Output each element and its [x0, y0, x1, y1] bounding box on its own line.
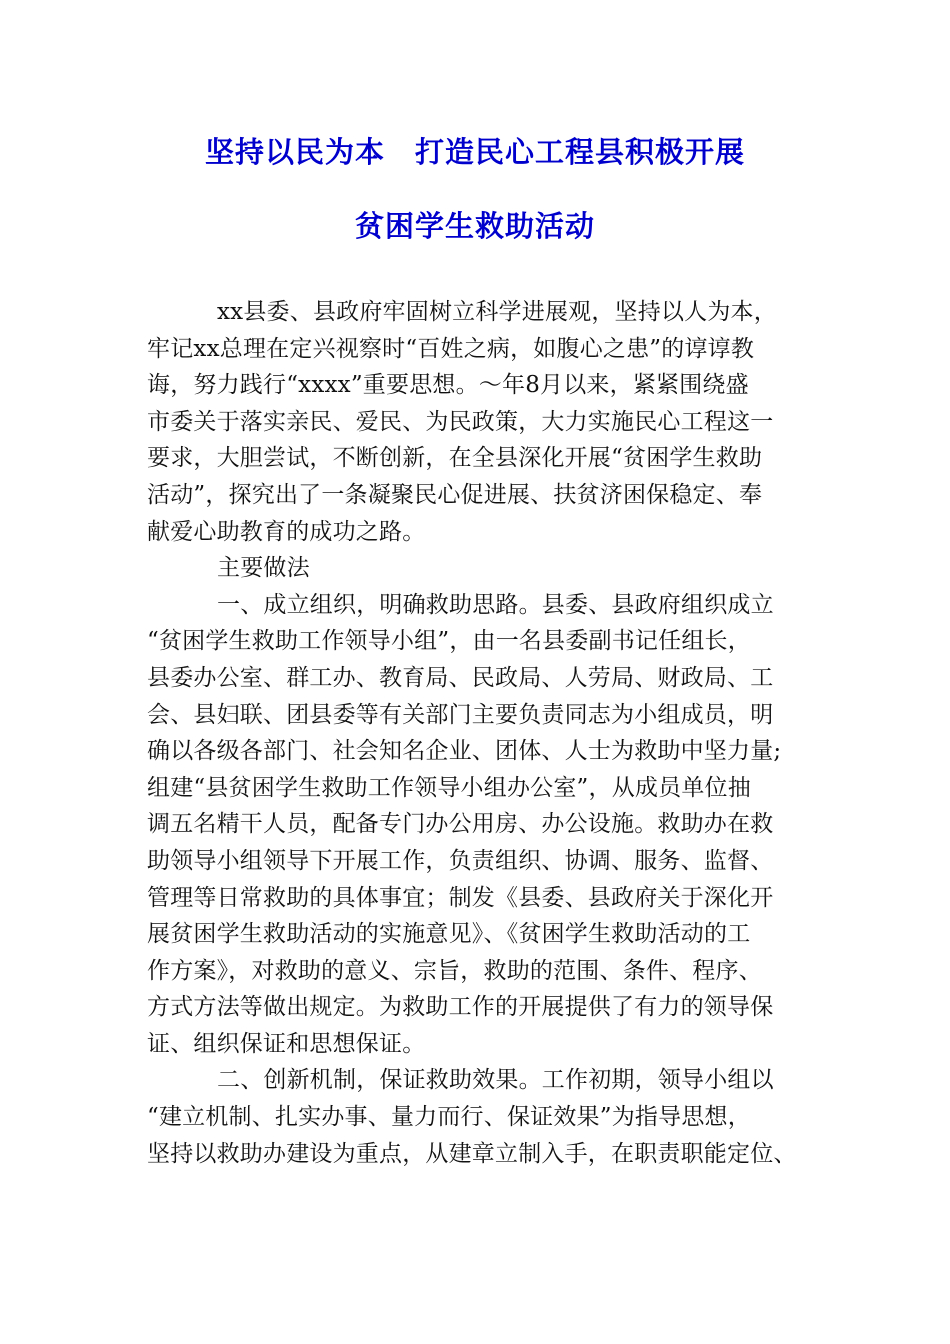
paragraph-line: “建立机制、扎实办事、量力而行、保证效果”为指导思想，: [147, 1104, 751, 1131]
paragraph-line: xx县委、县政府牢固树立科学进展观，坚持以人为本，: [217, 299, 777, 325]
paragraph-line: 调五名精干人员，配备专门办公用房、办公设施。救助办在救: [147, 811, 774, 838]
paragraph-line: “贫困学生救助工作领导小组”，由一名县委副书记任组长，: [147, 628, 751, 655]
paragraph-line: 诲，努力践行“xxxx”重要思想。～年8月以来，紧紧围绕盛: [147, 372, 749, 399]
paragraph-line: 证、组织保证和思想保证。: [147, 1030, 426, 1057]
paragraph-line: 县委办公室、群工办、教育局、民政局、人劳局、财政局、工: [147, 664, 774, 691]
paragraph-line: 牢记xx总理在定兴视察时“百姓之病，如腹心之患”的谆谆教: [147, 335, 755, 362]
paragraph-line: 管理等日常救助的具体事宜；制发《县委、县政府关于深化开: [147, 884, 774, 911]
paragraph-line: 会、县妇联、团县委等有关部门主要负责同志为小组成员，明: [147, 701, 774, 728]
paragraph-line: 要求，大胆尝试，不断创新，在全县深化开展“贫困学生救助: [147, 445, 763, 472]
section-heading: 主要做法: [217, 555, 310, 582]
paragraph-line: 确以各级各部门、社会知名企业、团体、人士为救助中坚力量;: [147, 738, 782, 765]
paragraph-line: 二、创新机制，保证救助效果。工作初期，领导小组以: [217, 1067, 774, 1094]
paragraph-line: 献爱心助教育的成功之路。: [147, 518, 426, 545]
paragraph-line: 坚持以救助办建设为重点，从建章立制入手，在职责职能定位、: [147, 1140, 797, 1167]
paragraph-line: 展贫困学生救助活动的实施意见》、《贫困学生救助活动的工: [147, 921, 751, 948]
document-title-line-2: 贫困学生救助活动: [354, 209, 595, 243]
paragraph-line: 市委关于落实亲民、爱民、为民政策，大力实施民心工程这一: [147, 408, 774, 435]
document-title-line-1: 坚持以民为本 打造民心工程县积极开展: [204, 135, 745, 169]
paragraph-line: 助领导小组领导下开展工作，负责组织、协调、服务、监督、: [147, 847, 774, 874]
paragraph-line: 活动”，探究出了一条凝聚民心促进展、扶贫济困保稳定、奉: [147, 481, 763, 508]
paragraph-line: 组建“县贫困学生救助工作领导小组办公室”，从成员单位抽: [147, 774, 751, 801]
paragraph-line: 一、成立组织，明确救助思路。县委、县政府组织成立: [217, 591, 774, 618]
document-body: [147, 294, 799, 1172]
paragraph-line: 作方案》，对救助的意义、宗旨，救助的范围、条件、程序、: [147, 957, 762, 984]
paragraph-line: 方式方法等做出规定。为救助工作的开展提供了有力的领导保: [147, 994, 774, 1021]
